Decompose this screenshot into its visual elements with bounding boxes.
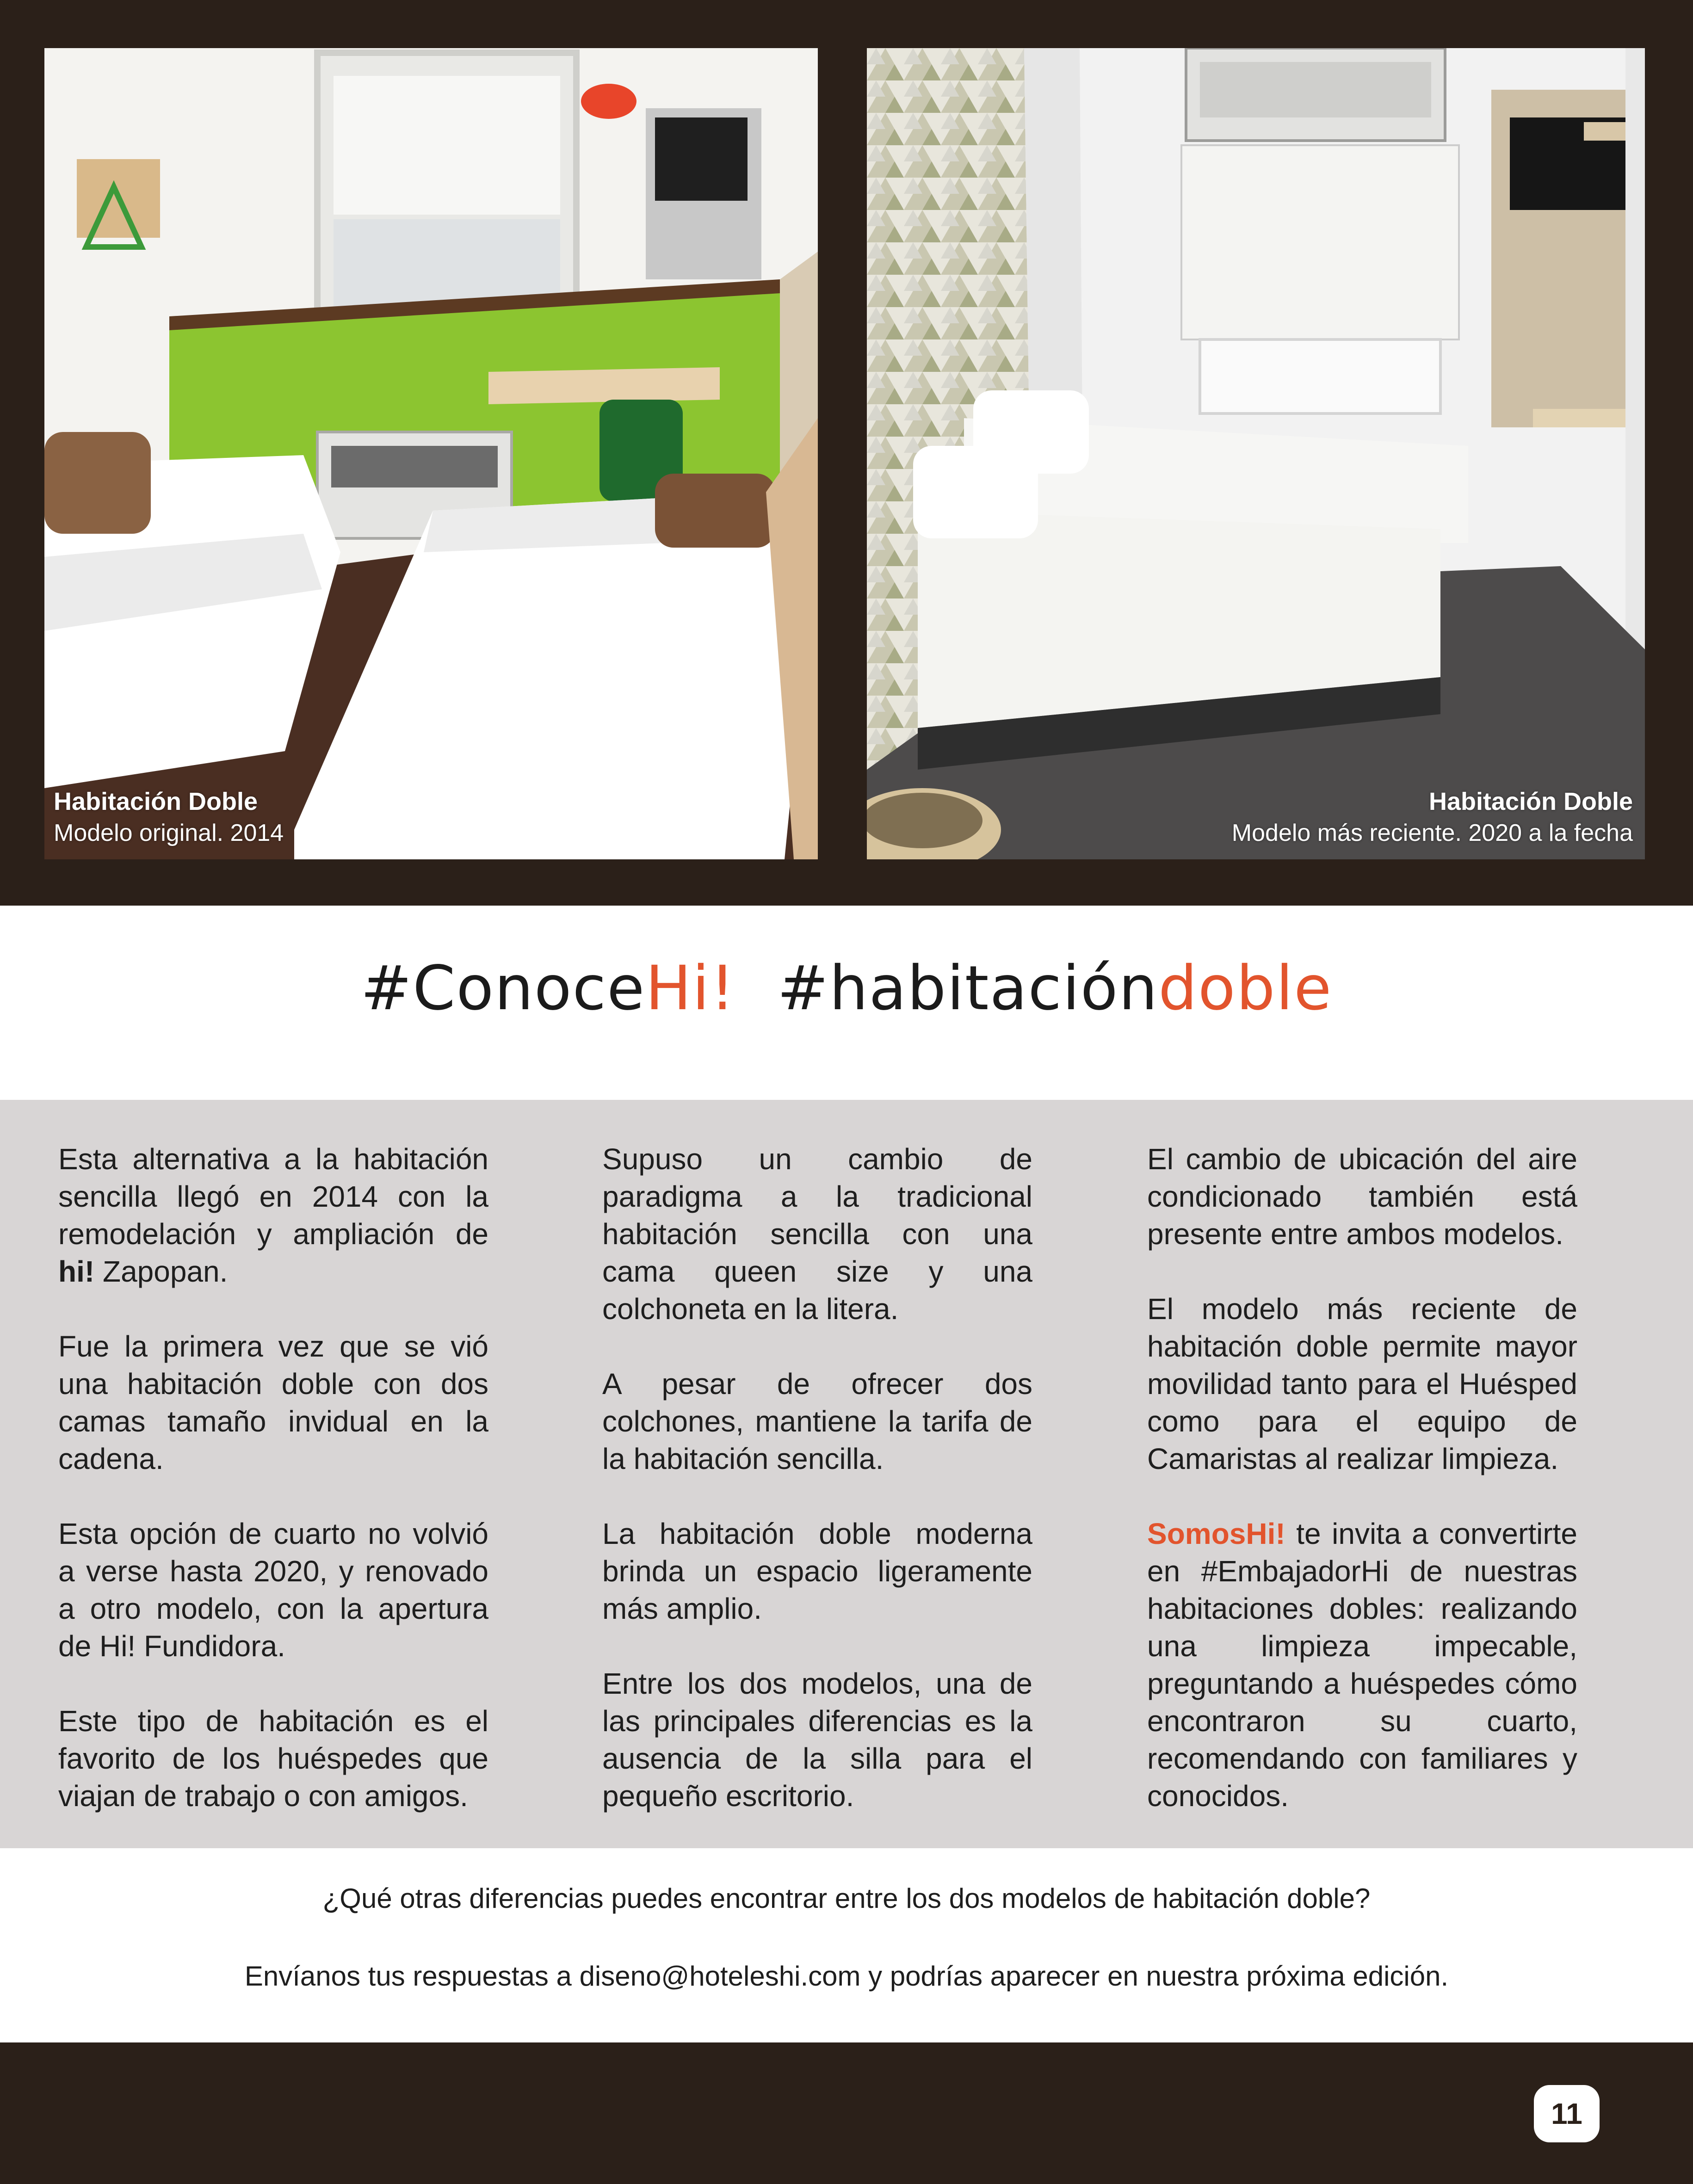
col3-paragraph-1: El cambio de ubicación del aire condicionado también está presente entre ambos modelos. — [1147, 1142, 1577, 1251]
headline-hashtag-habitacion: #habitación — [777, 953, 1159, 1024]
somoshi-brand: SomosHi! — [1147, 1517, 1285, 1550]
col2-paragraph-4: Entre los dos modelos, una de las principales diferencias es la ausencia de la silla para el pequeño escritorio. — [602, 1667, 1032, 1813]
col1-paragraph-3: Esta opción de cuarto no volvió a verse hasta 2020, y renovado a otro modelo, con la apertura de Hi! Fundidora. — [58, 1517, 488, 1663]
caption-recent — [1232, 785, 1633, 849]
col1-paragraph-2: Fue la primera vez que se vió una habitación doble con dos camas tamaño invidual en la cadena. — [58, 1330, 488, 1475]
headline-hashtag-conoce: #Conoce — [360, 953, 646, 1024]
headline — [0, 953, 1693, 1041]
reader-question: ¿Qué otras diferencias puedes encontrar entre los dos modelos de habitación doble? — [322, 1883, 1371, 1914]
col1-p1-tail: Zapopan. — [94, 1255, 228, 1288]
photo-original-room — [44, 48, 818, 859]
col3-p3-text: te invita a convertirte en #EmbajadorHi de nuestras habitaciones dobles: realizando una limpieza impecable, preguntando a huéspedes cómo encontraron su cuarto, recomendando con familiares y conocidos. — [1147, 1517, 1577, 1813]
article-body — [0, 1100, 1693, 1848]
caption-original-title: Habitación Doble — [54, 788, 258, 816]
col3-paragraph-3 — [1147, 1515, 1577, 1815]
page-number: 11 — [1534, 2085, 1600, 2142]
col2-paragraph-3: La habitación doble moderna brinda un espacio ligeramente más amplio. — [602, 1517, 1032, 1625]
caption-original — [54, 785, 284, 849]
caption-recent-title: Habitación Doble — [1428, 788, 1633, 816]
reader-invite: Envíanos tus respuestas a diseno@hoteleshi.com y podrías aparecer en nuestra próxima edición. — [244, 1961, 1449, 1992]
headline-hashtag-conoce-accent: Hi! — [645, 953, 736, 1024]
col3-paragraph-2: El modelo más reciente de habitación doble permite mayor movilidad tanto para el Huésped como para el equipo de Camaristas al realizar limpieza. — [1147, 1292, 1577, 1475]
photo-recent-room — [867, 48, 1645, 859]
caption-original-subtitle: Modelo original. 2014 — [54, 820, 284, 847]
room-illustration-original — [44, 48, 818, 859]
col2-paragraph-1: Supuso un cambio de paradigma a la tradicional habitación sencilla con una cama queen size y una colchoneta en la litera. — [602, 1142, 1032, 1326]
col1-p1-brand: hi! — [58, 1255, 95, 1288]
col1-paragraph-1 — [58, 1141, 488, 1290]
footer-band — [0, 2042, 1693, 2184]
col1-paragraph-4: Este tipo de habitación es el favorito de los huéspedes que viajan de trabajo o con amigos. — [58, 1704, 488, 1813]
caption-recent-subtitle: Modelo más reciente. 2020 a la fecha — [1231, 820, 1633, 847]
room-illustration-recent — [867, 48, 1645, 859]
article-column-1 — [58, 1141, 488, 1815]
col2-paragraph-2: A pesar de ofrecer dos colchones, mantiene la tarifa de la habitación sencilla. — [602, 1367, 1032, 1475]
col1-p1-text: Esta alternativa a la habitación sencilla llegó en 2014 con la remodelación y ampliación de — [58, 1142, 488, 1251]
article-column-3 — [1147, 1141, 1577, 1815]
headline-hashtag-habitacion-accent: doble — [1158, 953, 1333, 1024]
article-column-2 — [602, 1141, 1032, 1815]
